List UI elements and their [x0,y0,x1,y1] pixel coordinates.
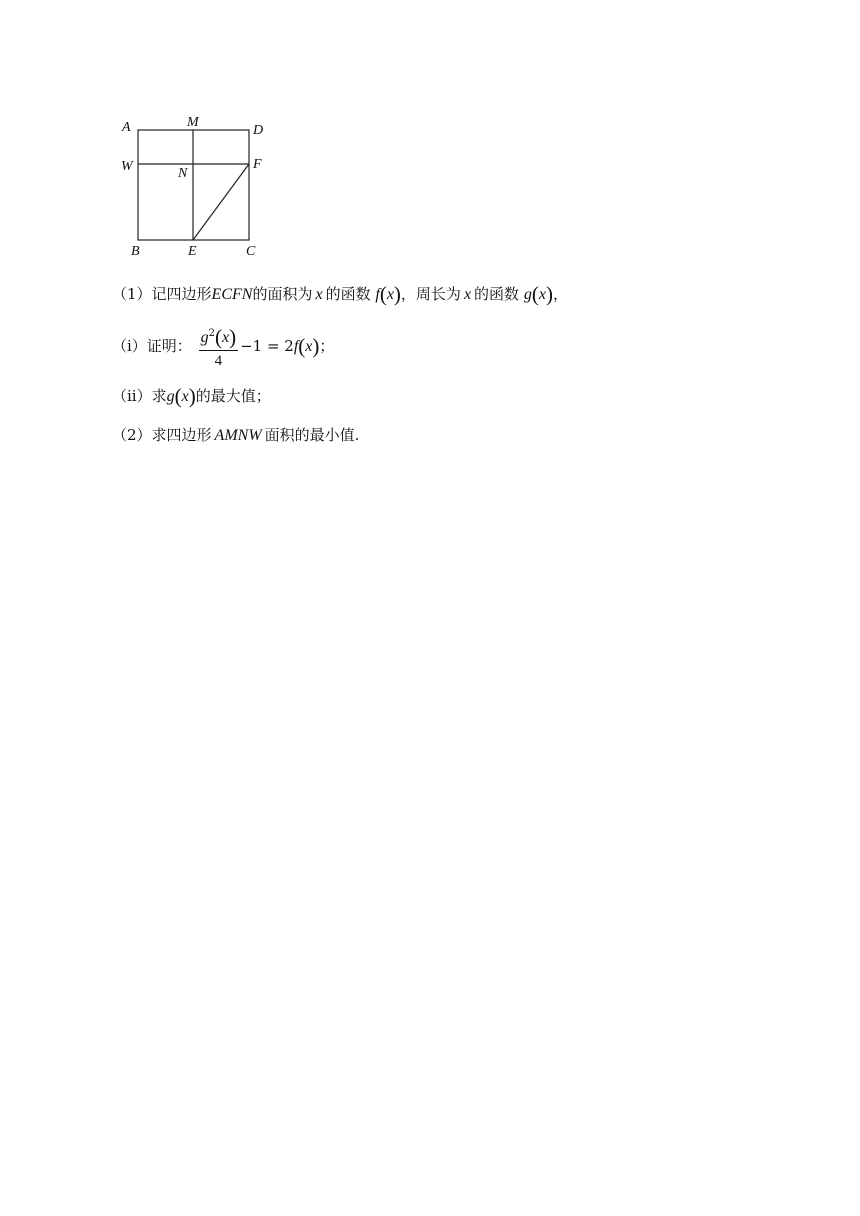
question-1: （1）记四边形ECFN的面积为 x 的函数 f(x)，周长为 x 的函数 g(x)， [112,282,568,306]
q1-mid1: 的面积为 [252,285,313,303]
fraction [199,323,238,371]
label-m: M [187,115,199,130]
q1-x1: x [386,286,394,303]
q2-prefix: （2）求四边形 [112,426,212,444]
q1ii-prefix: （ii）求 [112,387,167,405]
q1i-x2: x [305,338,313,355]
q1ii-g: g [166,388,175,405]
q1-g: g [523,286,532,303]
q1i-f: f [293,338,299,355]
label-f: F [253,157,262,172]
q1-f: f [375,286,380,303]
geometry-figure [112,112,282,262]
q1-var2: x [463,286,472,303]
q1i-minus: −1 = 2 [240,337,294,355]
fraction-denominator: 4 [214,353,223,369]
segment-ef [193,164,249,240]
q1-prefix: （1）记四边形 [112,285,212,303]
q1-x2: x [538,286,546,303]
q2-quad: AMNW [214,427,262,444]
question-1-i: （i）证明： $\frac{g^2(x)}{4}$ −1 = 2f(x)； [112,325,335,369]
question-1-ii: （ii）求g(x)的最大值； [112,384,271,408]
q1-mid2: 的函数 [325,285,371,303]
q1-mid3: ，周长为 [400,285,461,303]
label-n: N [178,166,188,181]
q1-var1: x [315,286,323,303]
q1-quad: ECFN [211,286,253,303]
label-w: W [121,159,133,174]
label-c: C [246,244,256,259]
q1ii-suffix: 的最大值； [195,387,271,405]
question-2 [112,423,359,448]
label-d: D [253,123,264,138]
fraction-numerator: $g^2(x)$ [200,325,237,349]
q1-suffix: ， [552,285,568,303]
q1i-suffix: ； [319,337,335,355]
q1ii-x: x [181,388,189,405]
label-b: B [131,244,140,259]
q1-mid4: 的函数 [474,285,520,303]
label-e: E [188,244,197,259]
label-a: A [122,120,131,135]
q1i-prefix: （i）证明： [112,337,192,355]
q2-suffix: 面积的最小值. [264,426,360,444]
